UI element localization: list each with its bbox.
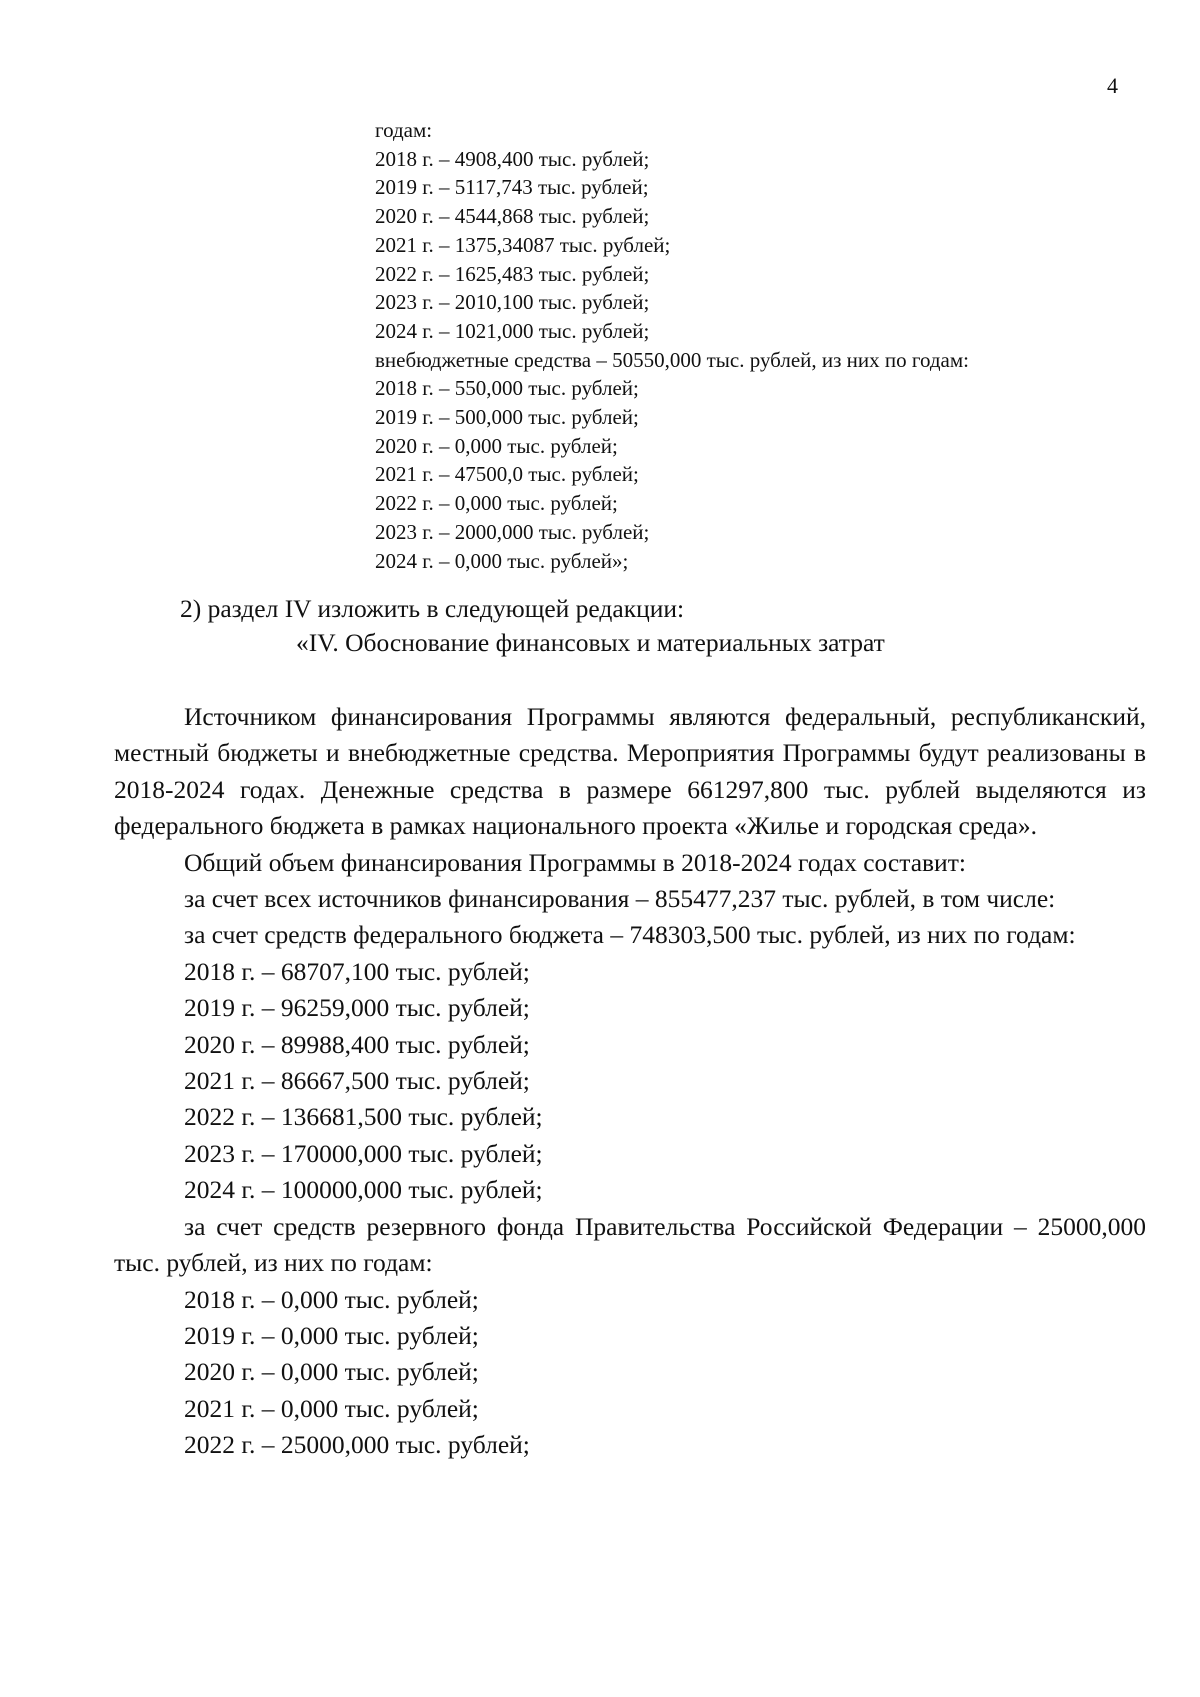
body-paragraph: за счет всех источников финансирования – 855477,237 тыс. рублей, в том числе: (184, 884, 1056, 914)
year-line: 2019 г. – 96259,000 тыс. рублей; (184, 993, 530, 1023)
funding-line: 2019 г. – 5117,743 тыс. рублей; (375, 175, 649, 200)
page-number: 4 (1107, 73, 1118, 98)
year-line: 2022 г. – 136681,500 тыс. рублей; (184, 1102, 543, 1132)
funding-line: 2022 г. – 1625,483 тыс. рублей; (375, 261, 650, 286)
funding-line: 2021 г. – 1375,34087 тыс. рублей; (375, 232, 671, 257)
amendment-item: 2) раздел IV изложить в следующей редакции: (180, 594, 685, 623)
funding-line: внебюджетные средства – 50550,000 тыс. рублей, из них по годам: (375, 347, 969, 372)
funding-line: 2023 г. – 2010,100 тыс. рублей; (375, 290, 650, 315)
funding-line: 2019 г. – 500,000 тыс. рублей; (375, 405, 639, 430)
funding-line: 2021 г. – 47500,0 тыс. рублей; (375, 462, 639, 487)
year-line: 2021 г. – 86667,500 тыс. рублей; (184, 1066, 530, 1096)
funding-line: 2018 г. – 4908,400 тыс. рублей; (375, 146, 650, 171)
body-paragraph: Источником финансирования Программы являются федеральный, республиканский, местный бюджеты и внебюджетные средства. Мероприятия Программы будут реализованы в 2018-2024 годах. Денежные средства в размере 661297,800 тыс. рублей выделяются из федерального бюджета в рамках национального проекта «Жилье и городская среда». (114, 702, 1146, 841)
year-line: 2024 г. – 100000,000 тыс. рублей; (184, 1175, 543, 1205)
body-paragraph: за счет средств федерального бюджета – 748303,500 тыс. рублей, из них по годам: (184, 920, 1076, 950)
funding-line: 2022 г. – 0,000 тыс. рублей; (375, 491, 618, 516)
funding-line: 2024 г. – 0,000 тыс. рублей»; (375, 548, 629, 573)
funding-line: 2024 г. – 1021,000 тыс. рублей; (375, 318, 650, 343)
body-paragraph: за счет средств резервного фонда Правительства Российской Федерации – 25000,000 тыс. рублей, из них по годам: (114, 1211, 1146, 1278)
funding-line: 2020 г. – 4544,868 тыс. рублей; (375, 204, 650, 229)
section-body (114, 699, 1146, 1464)
year-line: 2019 г. – 0,000 тыс. рублей; (184, 1320, 479, 1350)
year-line: 2021 г. – 0,000 тыс. рублей; (184, 1393, 479, 1423)
year-line: 2018 г. – 68707,100 тыс. рублей; (184, 956, 530, 986)
body-paragraph: Общий объем финансирования Программы в 2018-2024 годах составит: (184, 847, 966, 877)
year-line: 2018 г. – 0,000 тыс. рублей; (184, 1284, 479, 1314)
funding-line: 2023 г. – 2000,000 тыс. рублей; (375, 519, 650, 544)
year-line: 2020 г. – 89988,400 тыс. рублей; (184, 1029, 530, 1059)
federal-years-list (114, 954, 1146, 1209)
passport-funding-continuation (375, 116, 1095, 575)
funding-line: 2018 г. – 550,000 тыс. рублей; (375, 376, 639, 401)
year-line: 2020 г. – 0,000 тыс. рублей; (184, 1357, 479, 1387)
section-heading: «IV. Обоснование финансовых и материальных затрат (296, 628, 885, 657)
reserve-years-list (114, 1282, 1146, 1464)
funding-line: 2020 г. – 0,000 тыс. рублей; (375, 433, 618, 458)
year-line: 2023 г. – 170000,000 тыс. рублей; (184, 1138, 543, 1168)
year-line: 2022 г. – 25000,000 тыс. рублей; (184, 1430, 530, 1460)
funding-line: годам: (375, 118, 433, 142)
